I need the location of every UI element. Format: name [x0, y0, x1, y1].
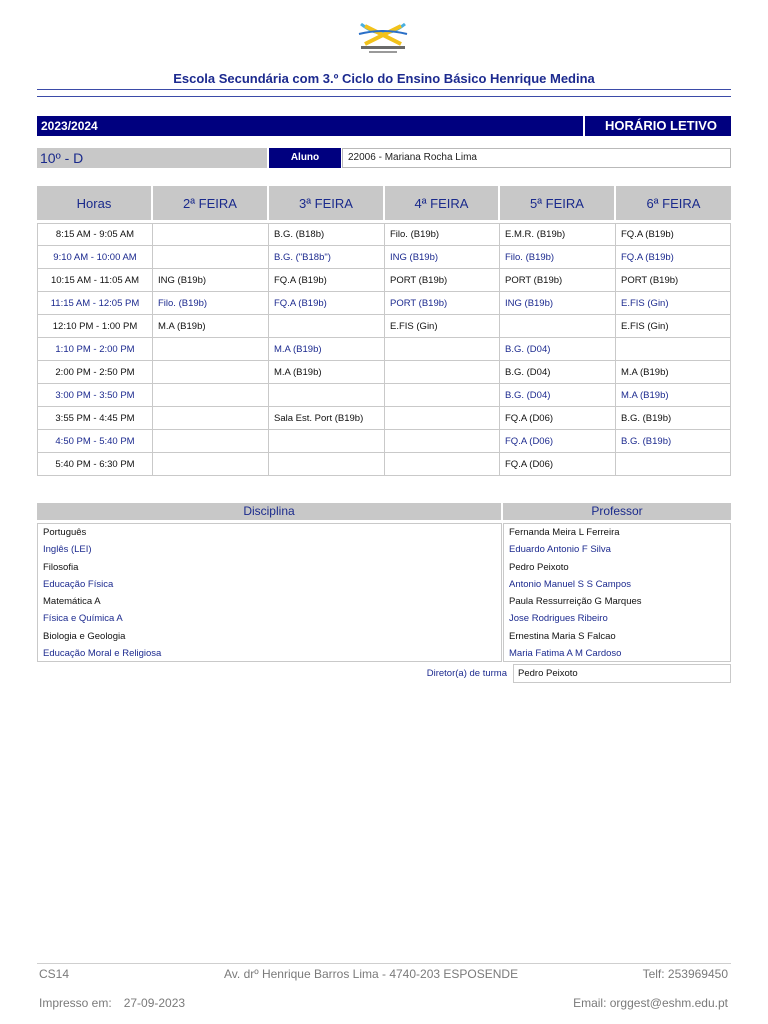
- table-row: [37, 292, 731, 315]
- class-cell: [153, 246, 269, 269]
- class-cell: M.A (B19b): [616, 384, 731, 407]
- class-cell: M.A (B19b): [616, 361, 731, 384]
- disciplina-item: Educação Física: [43, 578, 114, 590]
- time-slot-cell: 10:15 AM - 11:05 AM: [37, 269, 153, 292]
- director-value: Pedro Peixoto: [513, 664, 731, 683]
- class-cell: Filo. (B19b): [385, 223, 500, 246]
- printed-date: 27-09-2023: [123, 996, 186, 1010]
- time-slot-cell: 11:15 AM - 12:05 PM: [37, 292, 153, 315]
- school-name: Escola Secundária com 3.º Ciclo do Ensino Básico Henrique Medina: [173, 71, 595, 86]
- table-row: [37, 269, 731, 292]
- time-slot-cell: 3:55 PM - 4:45 PM: [37, 407, 153, 430]
- professor-item: Eduardo Antonio F Silva: [509, 544, 611, 556]
- table-row: [37, 338, 731, 361]
- table-row: [37, 361, 731, 384]
- class-cell: Filo. (B19b): [500, 246, 616, 269]
- class-cell: [385, 407, 500, 430]
- class-cell: M.A (B19b): [269, 361, 385, 384]
- schedule-type: HORÁRIO LETIVO: [585, 116, 731, 136]
- class-cell: E.FIS (Gin): [385, 315, 500, 338]
- class-cell: B.G. (D04): [500, 384, 616, 407]
- class-cell: B.G. (B19b): [616, 430, 731, 453]
- class-cell: PORT (B19b): [385, 269, 500, 292]
- professor-list: [503, 523, 731, 662]
- class-cell: FQ.A (B19b): [616, 223, 731, 246]
- footer-printed: [39, 996, 185, 1010]
- class-cell: FQ.A (D06): [500, 407, 616, 430]
- class-cell: [153, 223, 269, 246]
- class-cell: [153, 338, 269, 361]
- disciplina-item: Filosofia: [43, 561, 79, 573]
- class-cell: [385, 361, 500, 384]
- class-cell: [269, 315, 385, 338]
- time-slot-cell: 3:00 PM - 3:50 PM: [37, 384, 153, 407]
- class-cell: [153, 361, 269, 384]
- disciplina-item: Biologia e Geologia: [43, 630, 126, 642]
- class-cell: [153, 407, 269, 430]
- header-friday: 6ª FEIRA: [616, 186, 731, 220]
- time-slot-cell: 8:15 AM - 9:05 AM: [37, 223, 153, 246]
- class-cell: [153, 384, 269, 407]
- class-cell: PORT (B19b): [500, 269, 616, 292]
- professor-item: Paula Ressurreição G Marques: [509, 596, 642, 608]
- professor-item: Ernestina Maria S Falcao: [509, 630, 616, 642]
- schedule-table: [37, 186, 731, 476]
- aluno-value: 22006 - Mariana Rocha Lima: [342, 148, 731, 168]
- class-cell: [500, 315, 616, 338]
- time-slot-cell: 2:00 PM - 2:50 PM: [37, 361, 153, 384]
- table-row: [37, 430, 731, 453]
- class-cell: B.G. (B18b): [269, 223, 385, 246]
- footer-email: Email: orggest@eshm.edu.pt: [573, 996, 728, 1010]
- class-cell: E.FIS (Gin): [616, 292, 731, 315]
- footer-code: CS14: [39, 967, 70, 981]
- class-cell: M.A (B19b): [153, 315, 269, 338]
- printed-label: Impresso em:: [39, 996, 112, 1010]
- header-rule: [37, 89, 731, 90]
- class-cell: ING (B19b): [153, 269, 269, 292]
- disciplina-item: Física e Química A: [43, 613, 123, 625]
- aluno-label: Aluno: [269, 148, 341, 168]
- time-slot-cell: 5:40 PM - 6:30 PM: [37, 453, 153, 476]
- class-cell: FQ.A (D06): [500, 430, 616, 453]
- table-row: [37, 384, 731, 407]
- class-cell: FQ.A (B19b): [616, 246, 731, 269]
- header-thursday: 5ª FEIRA: [500, 186, 616, 220]
- professor-item: Antonio Manuel S S Campos: [509, 578, 631, 590]
- class-cell: B.G. (B19b): [616, 407, 731, 430]
- class-cell: [616, 338, 731, 361]
- footer-rule: [37, 963, 731, 964]
- class-cell: Filo. (B19b): [153, 292, 269, 315]
- class-cell: M.A (B19b): [269, 338, 385, 361]
- class-cell: PORT (B19b): [385, 292, 500, 315]
- table-row: [37, 246, 731, 269]
- professor-header: Professor: [503, 503, 731, 520]
- table-row: [37, 223, 731, 246]
- class-cell: ING (B19b): [385, 246, 500, 269]
- class-cell: [616, 453, 731, 476]
- class-cell: FQ.A (D06): [500, 453, 616, 476]
- time-slot-cell: 12:10 PM - 1:00 PM: [37, 315, 153, 338]
- class-cell: Sala Est. Port (B19b): [269, 407, 385, 430]
- header-wednesday: 4ª FEIRA: [385, 186, 500, 220]
- class-cell: PORT (B19b): [616, 269, 731, 292]
- header-rule: [37, 96, 731, 97]
- class-cell: [269, 384, 385, 407]
- table-row: [37, 407, 731, 430]
- class-cell: B.G. (D04): [500, 361, 616, 384]
- time-slot-cell: 1:10 PM - 2:00 PM: [37, 338, 153, 361]
- class-cell: FQ.A (B19b): [269, 292, 385, 315]
- footer-address: Av. drº Henrique Barros Lima - 4740-203 ESPOSENDE: [224, 967, 519, 981]
- class-cell: B.G. (D04): [500, 338, 616, 361]
- schedule-header-row: [37, 186, 731, 220]
- disciplina-item: Educação Moral e Religiosa: [43, 648, 162, 660]
- disciplina-item: Matemática A: [43, 596, 101, 608]
- class-cell: [385, 453, 500, 476]
- class-cell: [385, 338, 500, 361]
- class-cell: FQ.A (B19b): [269, 269, 385, 292]
- disciplina-header: Disciplina: [37, 503, 501, 520]
- class-cell: ING (B19b): [500, 292, 616, 315]
- header-monday: 2ª FEIRA: [153, 186, 269, 220]
- professor-item: Jose Rodrigues Ribeiro: [509, 613, 608, 625]
- header-hours: Horas: [37, 186, 153, 220]
- time-slot-cell: 4:50 PM - 5:40 PM: [37, 430, 153, 453]
- school-logo: [355, 20, 411, 58]
- class-cell: [385, 430, 500, 453]
- header-tuesday: 3ª FEIRA: [269, 186, 385, 220]
- table-row: [37, 315, 731, 338]
- disciplina-item: Português: [43, 527, 87, 538]
- footer-phone: Telf: 253969450: [642, 967, 728, 981]
- class-cell: [269, 430, 385, 453]
- class-cell: E.FIS (Gin): [616, 315, 731, 338]
- time-slot-cell: 9:10 AM - 10:00 AM: [37, 246, 153, 269]
- director-label: Diretor(a) de turma: [426, 668, 507, 679]
- class-cell: E.M.R. (B19b): [500, 223, 616, 246]
- professor-item: Pedro Peixoto: [509, 561, 569, 573]
- class-cell: [153, 453, 269, 476]
- professor-item: Maria Fatima A M Cardoso: [509, 648, 622, 660]
- disciplina-item: Inglês (LEI): [43, 544, 92, 556]
- disciplina-list: [37, 523, 502, 662]
- class-cell: B.G. ("B18b"): [269, 246, 385, 269]
- table-row: [37, 453, 731, 476]
- professor-item: Fernanda Meira L Ferreira: [509, 527, 620, 538]
- class-cell: [385, 384, 500, 407]
- class-cell: [153, 430, 269, 453]
- class-cell: [269, 453, 385, 476]
- school-year: 2023/2024: [37, 116, 583, 136]
- class-name: 10º - D: [37, 148, 267, 168]
